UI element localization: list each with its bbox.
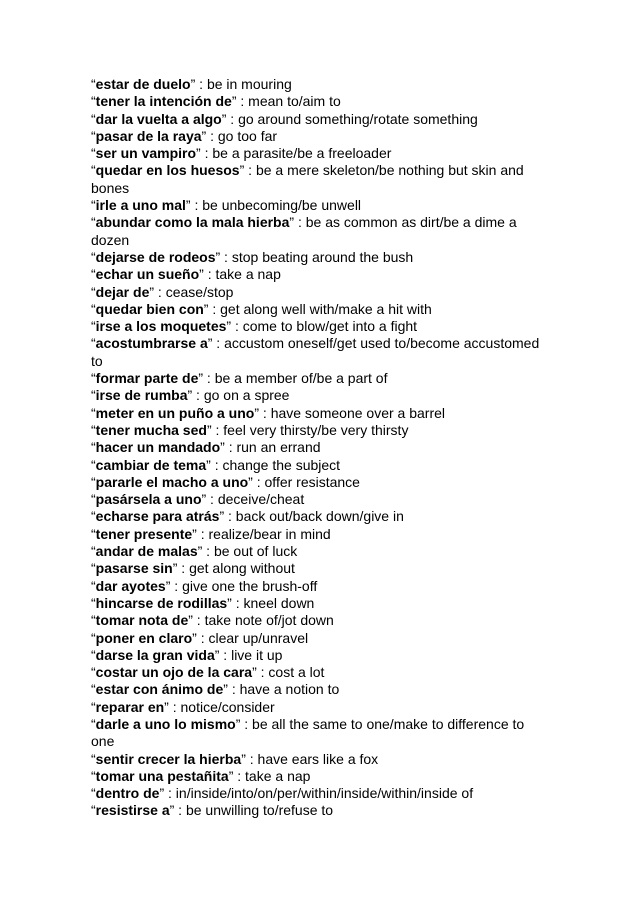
entry-term: reparar en xyxy=(95,698,165,715)
entry-term: dar ayotes xyxy=(95,577,166,594)
entry-meaning: deceive/cheat xyxy=(217,491,305,508)
glossary-entry: “echarse para atrás” : back out/back down/give in xyxy=(91,508,404,525)
entry-meaning: take note of/jot down xyxy=(204,612,334,629)
entry-term: tomar una pestañita xyxy=(95,767,229,784)
entry-term: quedar bien con xyxy=(95,300,204,317)
glossary-entry: “pasársela a uno” : deceive/cheat xyxy=(91,491,305,508)
entry-term: echarse para atrás xyxy=(95,508,220,525)
entry-term: estar de duelo xyxy=(95,76,191,92)
glossary-entry: “tomar nota de” : take note of/jot down xyxy=(91,612,334,629)
entry-meaning: be in mouring xyxy=(206,76,292,92)
entry-meaning: be unbecoming/be unwell xyxy=(202,197,362,214)
glossary-entry: “pasar de la raya” : go too far xyxy=(91,127,278,144)
glossary-entry: “andar de malas” : be out of luck xyxy=(91,543,298,560)
glossary-entry: “acostumbrarse a” : accustom oneself/get used to/become accustomed to xyxy=(91,335,540,369)
entry-term: pasarse sin xyxy=(95,560,173,577)
glossary-entry: “tener la intención de” : mean to/aim to xyxy=(91,93,341,110)
entry-term: andar de malas xyxy=(95,543,198,560)
entry-meaning: be as common as dirt/be a dime a dozen xyxy=(91,214,517,248)
entry-meaning: have someone over a barrel xyxy=(270,404,446,421)
glossary-entry: “darse la gran vida” : live it up xyxy=(91,646,283,663)
glossary-entry: “meter en un puño a uno” : have someone over a barrel xyxy=(91,404,446,421)
glossary-list xyxy=(91,76,551,820)
glossary-entry: “estar con ánimo de” : have a notion to xyxy=(91,681,340,698)
entry-meaning: clear up/unravel xyxy=(208,629,309,646)
entry-term: resistirse a xyxy=(95,802,170,819)
entry-term: poner en claro xyxy=(95,629,193,646)
entry-term: estar con ánimo de xyxy=(95,681,224,698)
glossary-entry: “dar ayotes” : give one the brush-off xyxy=(91,577,318,594)
glossary-entry: “irse a los moquetes” : come to blow/get into a fight xyxy=(91,318,418,335)
glossary-entry: “tener mucha sed” : feel very thirsty/be very thirsty xyxy=(91,421,409,438)
entry-meaning: be out of luck xyxy=(213,543,298,560)
entry-meaning: cost a lot xyxy=(268,664,325,681)
entry-meaning: be a member of/be a part of xyxy=(214,370,388,387)
entry-meaning: go on a spree xyxy=(203,387,290,404)
glossary-entry: “formar parte de” : be a member of/be a part of xyxy=(91,370,388,387)
entry-meaning: back out/back down/give in xyxy=(235,508,404,525)
entry-meaning: offer resistance xyxy=(264,473,360,490)
entry-term: meter en un puño a uno xyxy=(95,404,255,421)
entry-term: irle a uno mal xyxy=(95,197,186,214)
entry-term: hacer un mandado xyxy=(95,439,221,456)
entry-term: cambiar de tema xyxy=(95,456,207,473)
entry-meaning: go around something/rotate something xyxy=(238,110,478,127)
glossary-entry: “estar de duelo” : be in mouring xyxy=(91,76,292,92)
glossary-entry: “irse de rumba” : go on a spree xyxy=(91,387,290,404)
glossary-entry: “ser un vampiro” : be a parasite/be a freeloader xyxy=(91,145,392,162)
entry-term: sentir crecer la hierba xyxy=(95,750,242,767)
glossary-entry: “tener presente” : realize/bear in mind xyxy=(91,525,331,542)
glossary-entry: “costar un ojo de la cara” : cost a lot xyxy=(91,664,325,681)
glossary-entry: “pasarse sin” : get along without xyxy=(91,560,295,577)
glossary-entry: “irle a uno mal” : be unbecoming/be unwell xyxy=(91,197,362,214)
entry-term: pasar de la raya xyxy=(95,127,202,144)
entry-term: costar un ojo de la cara xyxy=(95,664,253,681)
glossary-entry: “cambiar de tema” : change the subject xyxy=(91,456,341,473)
glossary-entry: “abundar como la mala hierba” : be as common as dirt/be a dime a dozen xyxy=(91,214,517,248)
entry-meaning: in/inside/into/on/per/within/inside/within/inside of xyxy=(175,785,474,802)
glossary-entry: “quedar en los huesos” : be a mere skeleton/be nothing but skin and bones xyxy=(91,162,524,196)
entry-term: dar la vuelta a algo xyxy=(95,110,222,127)
entry-term: acostumbrarse a xyxy=(95,335,208,352)
entry-term: abundar como la mala hierba xyxy=(95,214,290,231)
glossary-entry: “poner en claro” : clear up/unravel xyxy=(91,629,309,646)
entry-meaning: cease/stop xyxy=(165,283,234,300)
glossary-entry: “dar la vuelta a algo” : go around something/rotate something xyxy=(91,110,478,127)
entry-term: tomar nota de xyxy=(95,612,189,629)
glossary-entry: “sentir crecer la hierba” : have ears like a fox xyxy=(91,750,379,767)
glossary-entry: “dejar de” : cease/stop xyxy=(91,283,234,300)
entry-term: echar un sueño xyxy=(95,266,200,283)
entry-term: hincarse de rodillas xyxy=(95,594,228,611)
entry-meaning: feel very thirsty/be very thirsty xyxy=(223,421,409,438)
entry-term: quedar en los huesos xyxy=(95,162,240,179)
entry-term: irse a los moquetes xyxy=(95,318,227,335)
entry-term: dejarse de rodeos xyxy=(95,248,216,265)
entry-meaning: be all the same to one/make to difference to one xyxy=(91,715,525,750)
entry-meaning: get along well with/make a hit with xyxy=(220,300,432,317)
entry-meaning: live it up xyxy=(231,646,283,663)
entry-term: dentro de xyxy=(95,785,160,802)
glossary-entry: “hincarse de rodillas” : kneel down xyxy=(91,594,315,611)
entry-meaning: have a notion to xyxy=(239,681,340,698)
entry-meaning: notice/consider xyxy=(180,698,275,715)
entry-term: darse la gran vida xyxy=(95,646,215,663)
entry-meaning: accustom oneself/get used to/become accustomed to xyxy=(91,335,540,369)
entry-term: formar parte de xyxy=(95,370,199,387)
entry-meaning: be a mere skeleton/be nothing but skin and bones xyxy=(91,162,524,196)
entry-meaning: run an errand xyxy=(236,439,321,456)
entry-meaning: go too far xyxy=(217,127,278,144)
glossary-entry: “dentro de” : in/inside/into/on/per/within/inside/within/inside of xyxy=(91,785,474,802)
entry-meaning: give one the brush-off xyxy=(182,577,318,594)
entry-term: irse de rumba xyxy=(95,387,188,404)
entry-meaning: change the subject xyxy=(222,456,341,473)
entry-term: tener la intención de xyxy=(95,93,232,110)
entry-meaning: be unwilling to/refuse to xyxy=(185,802,334,819)
glossary-entry: “quedar bien con” : get along well with/make a hit with xyxy=(91,300,432,317)
glossary-entry: “hacer un mandado” : run an errand xyxy=(91,439,321,456)
entry-term: pasársela a uno xyxy=(95,491,202,508)
entry-term: pararle el macho a uno xyxy=(95,473,249,490)
entry-meaning: be a parasite/be a freeloader xyxy=(212,145,392,162)
entry-meaning: kneel down xyxy=(243,594,315,611)
entry-term: tener presente xyxy=(95,525,193,542)
entry-meaning: take a nap xyxy=(215,266,281,283)
entry-term: tener mucha sed xyxy=(95,421,207,438)
entry-meaning: realize/bear in mind xyxy=(208,525,331,542)
glossary-entry: “echar un sueño” : take a nap xyxy=(91,266,281,283)
glossary-entry: “dejarse de rodeos” : stop beating around the bush xyxy=(91,248,414,265)
entry-meaning: come to blow/get into a fight xyxy=(242,318,418,335)
entry-term: ser un vampiro xyxy=(95,145,197,162)
glossary-entry: “resistirse a” : be unwilling to/refuse to xyxy=(91,802,334,819)
entry-term: darle a uno lo mismo xyxy=(95,715,236,732)
entry-meaning: have ears like a fox xyxy=(257,750,379,767)
entry-meaning: get along without xyxy=(189,560,295,577)
entry-meaning: take a nap xyxy=(245,767,311,784)
entry-term: dejar de xyxy=(95,283,150,300)
glossary-entry: “reparar en” : notice/consider xyxy=(91,698,275,715)
entry-meaning: stop beating around the bush xyxy=(231,248,414,265)
glossary-entry: “tomar una pestañita” : take a nap xyxy=(91,767,311,784)
glossary-entry: “darle a uno lo mismo” : be all the same to one/make to difference to one xyxy=(91,715,525,750)
entry-meaning: mean to/aim to xyxy=(248,93,341,110)
glossary-entry: “pararle el macho a uno” : offer resistance xyxy=(91,473,360,490)
